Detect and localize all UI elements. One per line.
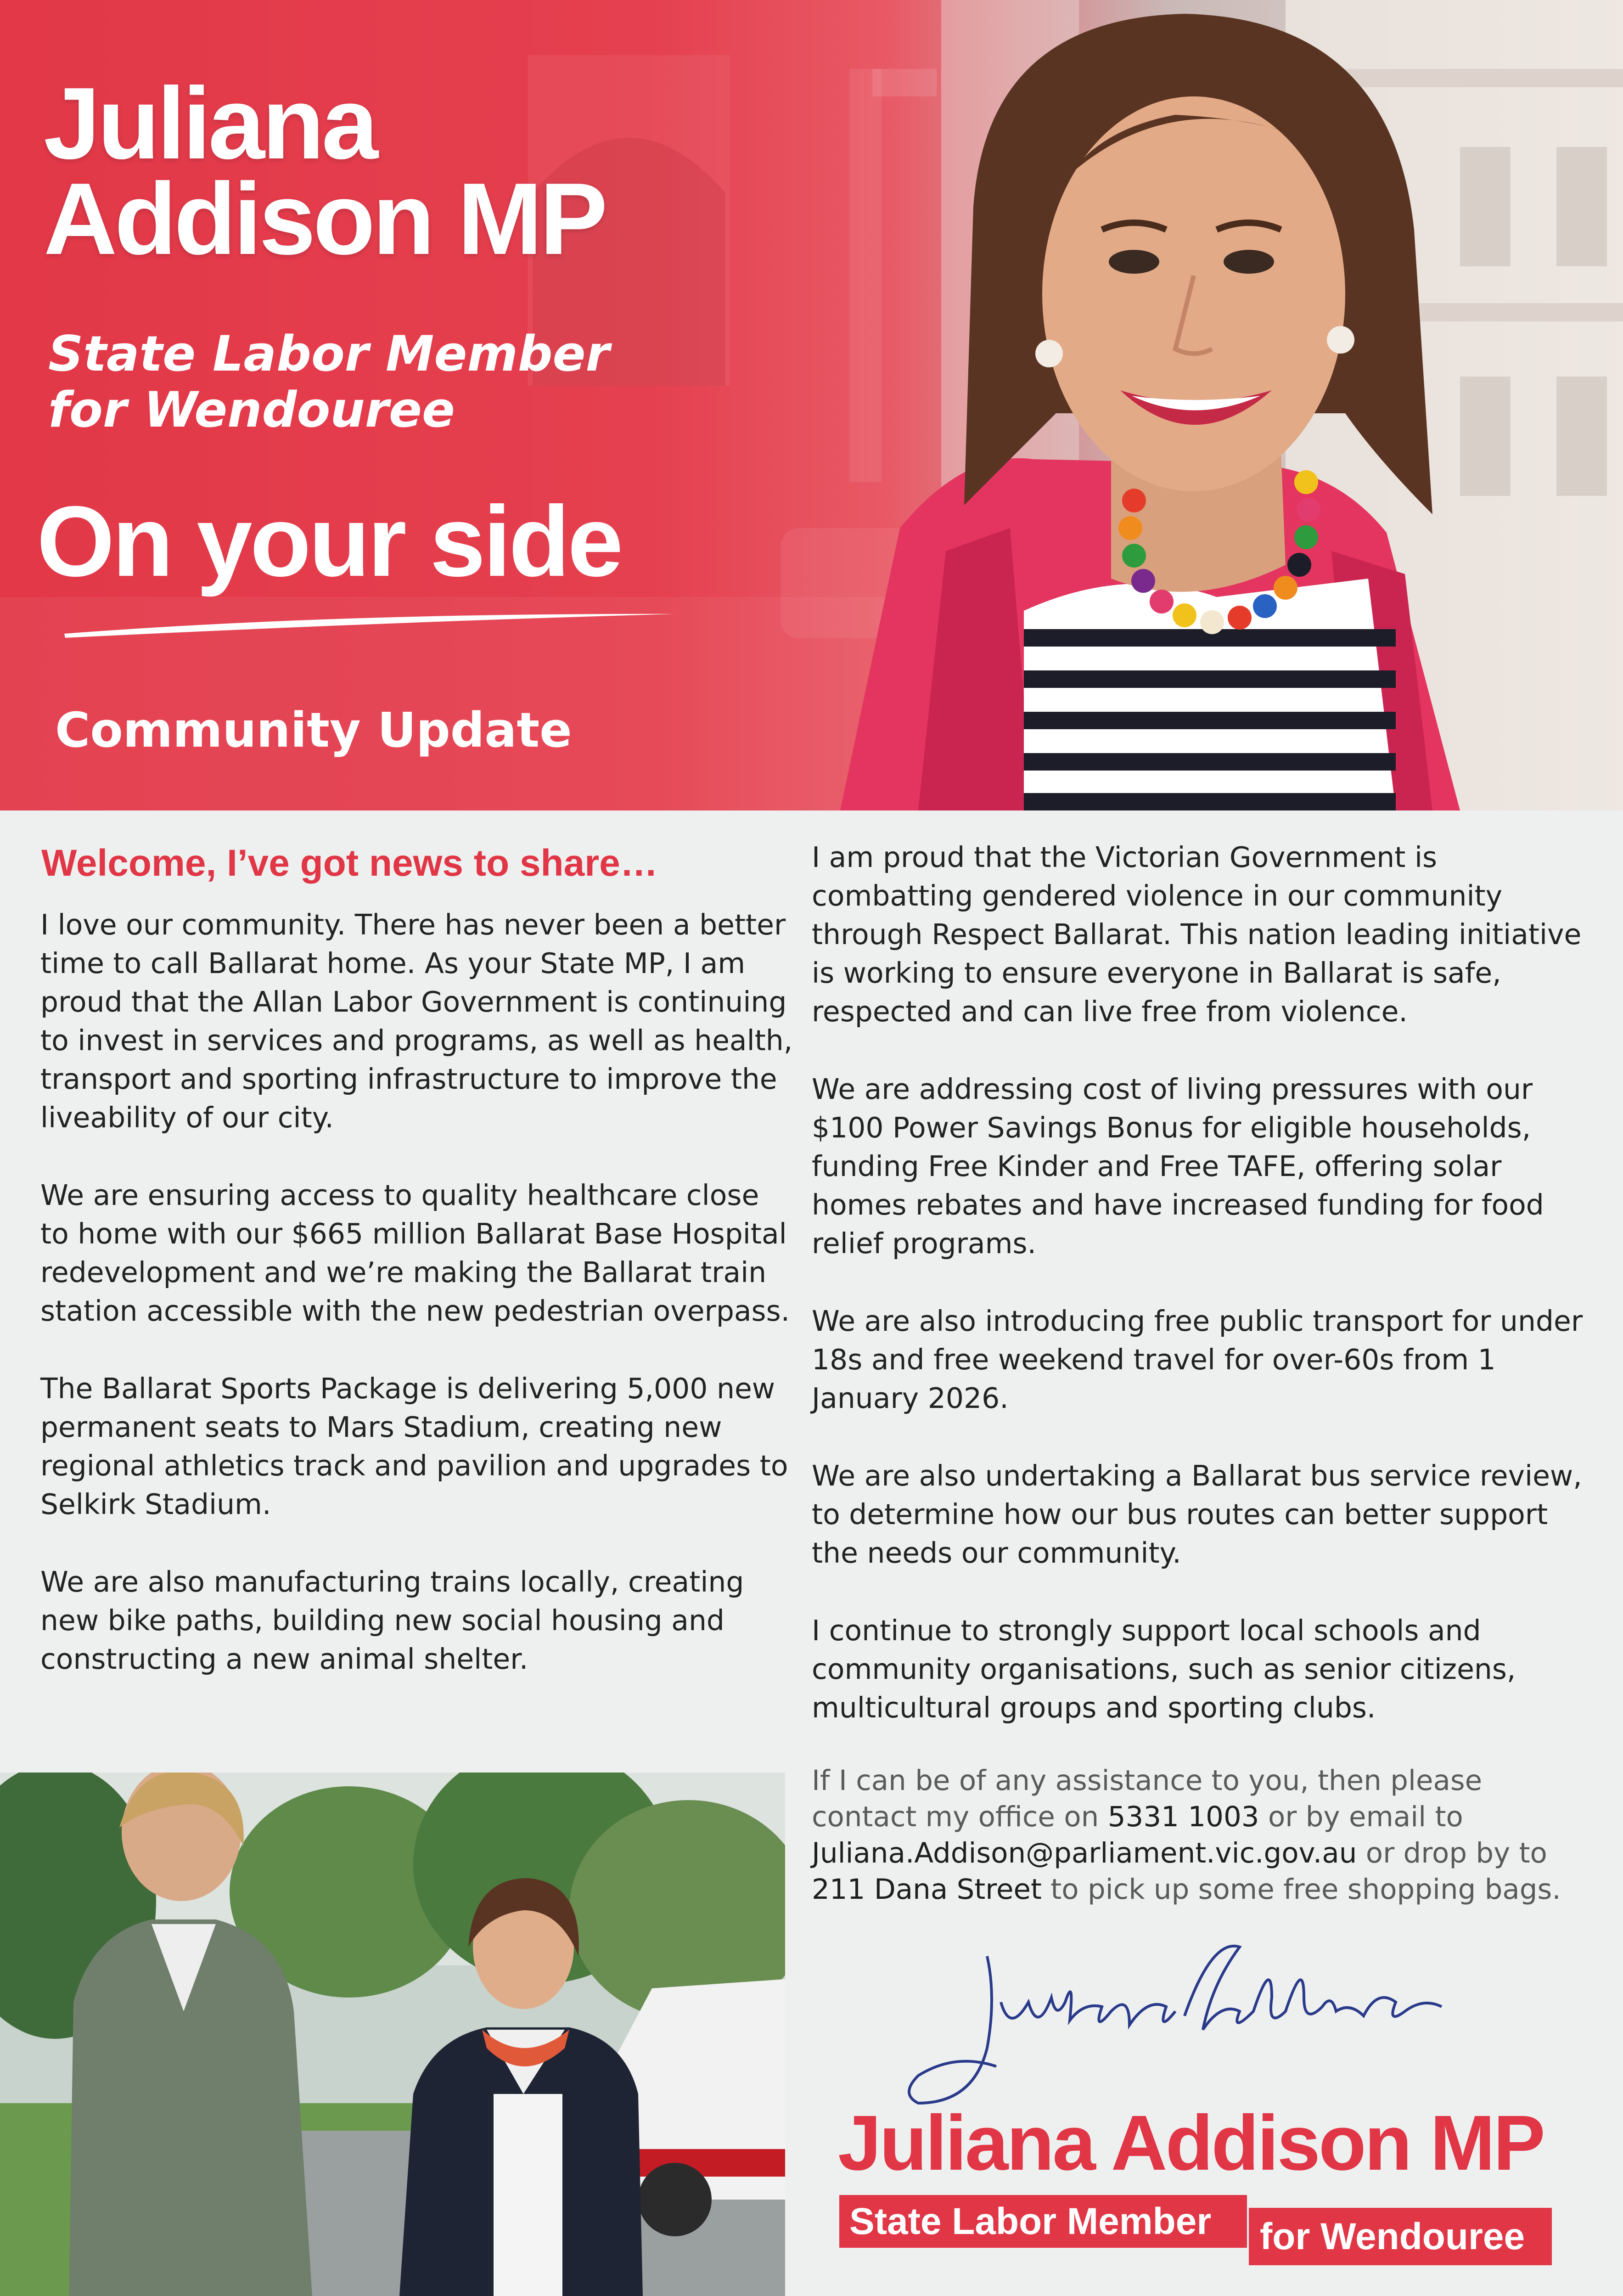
left-paragraph-3: The Ballarat Sports Package is delivering 5,000 new permanent seats to Mars Stadium, creating new regional athletics track and pavilion and upgrades to Selkirk Stadium. bbox=[40, 1372, 788, 1521]
premier-and-mp-photo bbox=[0, 1773, 785, 2296]
email-link[interactable]: Juliana.Addison@parliament.vic.gov.au bbox=[812, 1837, 1357, 1869]
hero-name: Juliana Addison MP bbox=[44, 67, 605, 276]
footer-logo-name: Juliana Addison MP bbox=[838, 2099, 1544, 2187]
community-update-heading: Community Update bbox=[55, 702, 572, 758]
right-paragraph-5: I continue to strongly support local schools and community organisations, such as senior citizens, multicultural groups and sporting clubs. bbox=[812, 1614, 1516, 1724]
left-column bbox=[40, 906, 793, 1717]
right-paragraph-4: We are also undertaking a Ballarat bus service review, to determine how our bus routes can better support the needs our community. bbox=[812, 1459, 1582, 1570]
right-column bbox=[812, 838, 1583, 1766]
contact-paragraph bbox=[812, 1762, 1583, 1908]
contact-email-intro: or by email to bbox=[1259, 1801, 1463, 1833]
welcome-heading: Welcome, I’ve got news to share… bbox=[41, 842, 658, 884]
footer-logo-electorate: for Wendouree bbox=[1249, 2208, 1552, 2265]
slogan: On your side bbox=[37, 486, 621, 597]
footer-logo-role: State Labor Member bbox=[839, 2195, 1247, 2248]
office-address: 211 Dana Street bbox=[812, 1873, 1042, 1906]
left-paragraph-4: We are also manufacturing trains locally, creating new bike paths, building new social housing and constructing a new animal shelter. bbox=[40, 1565, 744, 1676]
contact-intro: If I can be of any assistance to you, then please contact my office on bbox=[812, 1764, 1483, 1833]
contact-drop-intro: or drop by to bbox=[1357, 1837, 1547, 1869]
hero-banner bbox=[0, 0, 1623, 810]
right-paragraph-2: We are addressing cost of living pressures with our $100 Power Savings Bonus for eligible households, funding Free Kinder and Free TAFE, offering solar homes rebates and have increased funding for food relief programs. bbox=[812, 1073, 1544, 1260]
slogan-underline bbox=[60, 608, 680, 641]
left-paragraph-1: I love our community. There has never been a better time to call Ballarat home. As your State MP, I am proud that the Allan Labor Government is continuing to invest in services and programs, as well as health, transport and sporting infrastructure to improve the liveability of our city. bbox=[40, 908, 793, 1134]
hero-role: State Labor Member for Wendouree bbox=[48, 326, 610, 438]
right-paragraph-3: We are also introducing free public transport for under 18s and free weekend travel for over-60s from 1 January 2026. bbox=[812, 1305, 1583, 1415]
right-paragraph-1: I am proud that the Victorian Government is combatting gendered violence in our community through Respect Ballarat. This nation leading initiative is working to ensure everyone in Ballarat is safe, respected and can live free from violence. bbox=[812, 841, 1582, 1028]
left-paragraph-2: We are ensuring access to quality healthcare close to home with our $665 million Ballarat Base Hospital redevelopment and we’re making the Ballarat train station accessible with the new pedestrian overpass. bbox=[40, 1179, 790, 1328]
phone-number[interactable]: 5331 1003 bbox=[1107, 1801, 1259, 1833]
contact-outro: to pick up some free shopping bags. bbox=[1041, 1873, 1561, 1906]
handwritten-signature bbox=[891, 1929, 1469, 2122]
